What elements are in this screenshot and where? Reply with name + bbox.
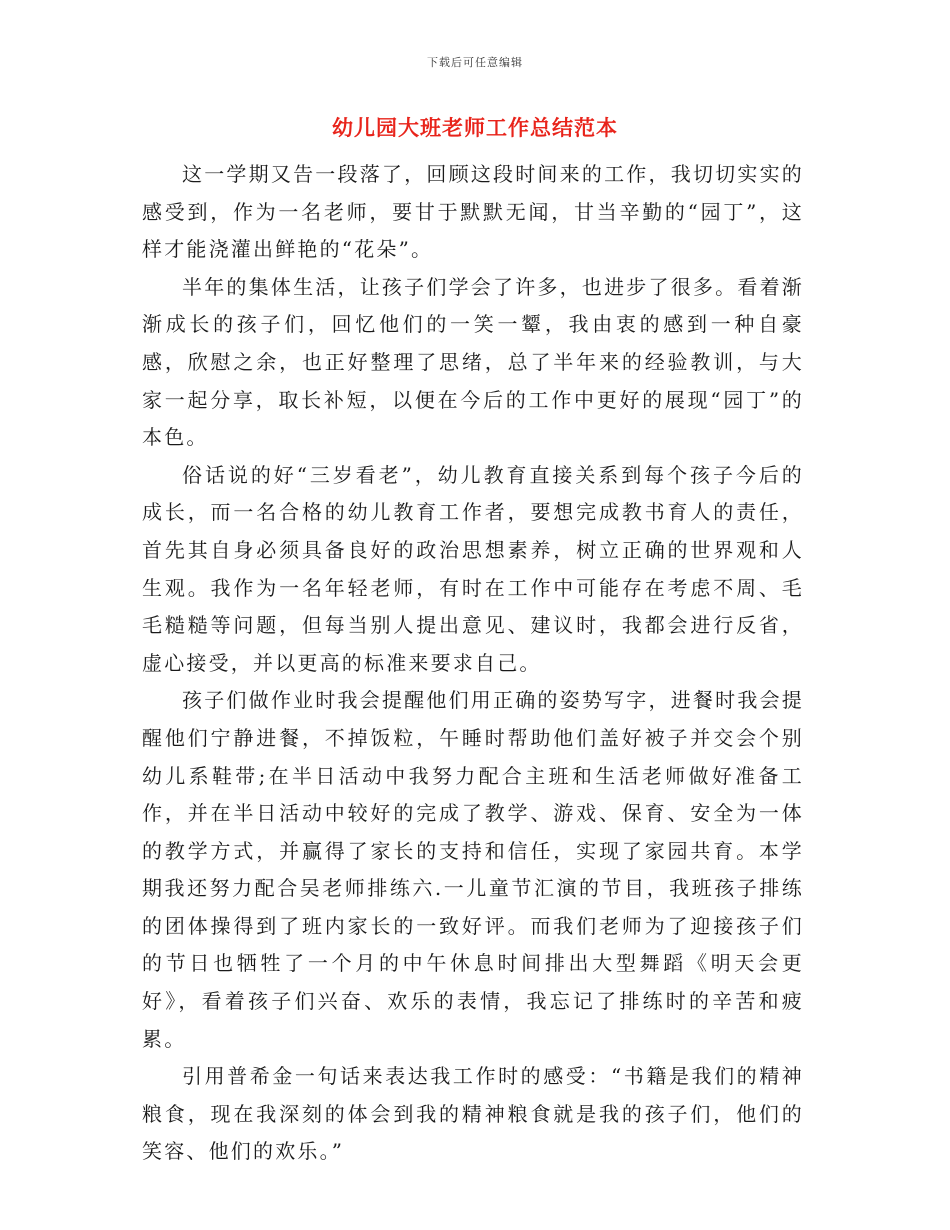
paragraph-4: 孩子们做作业时我会提醒他们用正确的姿势写字，进餐时我会提醒他们宁静进餐，不掉饭粒，午睡时帮助他们盖好被子并交会个别幼儿系鞋带;在半日活动中我努力配合主班和生活老师做好准备工作，并在半日活动中较好的完成了教学、游戏、保育、安全为一体的教学方式，并赢得了家长的支持和信任，实现了家园共育。本学期我还努力配合吴老师排练六.一儿童节汇演的节目，我班孩子排练的团体操得到了班内家长的一致好评。而我们老师为了迎接孩子们的节日也牺牲了一个月的中午休息时间排出大型舞蹈《明天会更好》，看着孩子们兴奋、欢乐的表情，我忘记了排练时的辛苦和疲累。 bbox=[142, 688, 804, 1051]
document-body bbox=[142, 156, 804, 1171]
header-note: 下载后可任意编辑 bbox=[427, 56, 523, 69]
document-title: 幼儿园大班老师工作总结范本 bbox=[332, 116, 618, 140]
paragraph-2: 半年的集体生活，让孩子们学会了许多，也进步了很多。看着渐渐成长的孩子们，回忆他们的一笑一颦，我由衷的感到一种自豪感，欣慰之余，也正好整理了思绪，总了半年来的经验教训，与大家一起分享，取长补短，以便在今后的工作中更好的展现“园丁”的本色。 bbox=[142, 274, 804, 450]
paragraph-3: 俗话说的好“三岁看老”，幼儿教育直接关系到每个孩子今后的成长，而一名合格的幼儿教育工作者，要想完成教书育人的责任，首先其自身必须具备良好的政治思想素养，树立正确的世界观和人生观。我作为一名年轻老师，有时在工作中可能存在考虑不周、毛毛糙糙等问题，但每当别人提出意见、建议时，我都会进行反省，虚心接受，并以更高的标准来要求自己。 bbox=[142, 462, 804, 675]
paragraph-1: 这一学期又告一段落了，回顾这段时间来的工作，我切切实实的感受到，作为一名老师，要甘于默默无闻，甘当辛勤的“园丁”，这样才能浇灌出鲜艳的“花朵”。 bbox=[142, 162, 804, 262]
paragraph-5: 引用普希金一句话来表达我工作时的感受：“书籍是我们的精神粮食，现在我深刻的体会到我的精神粮食就是我的孩子们，他们的笑容、他们的欢乐。” bbox=[142, 1064, 804, 1164]
